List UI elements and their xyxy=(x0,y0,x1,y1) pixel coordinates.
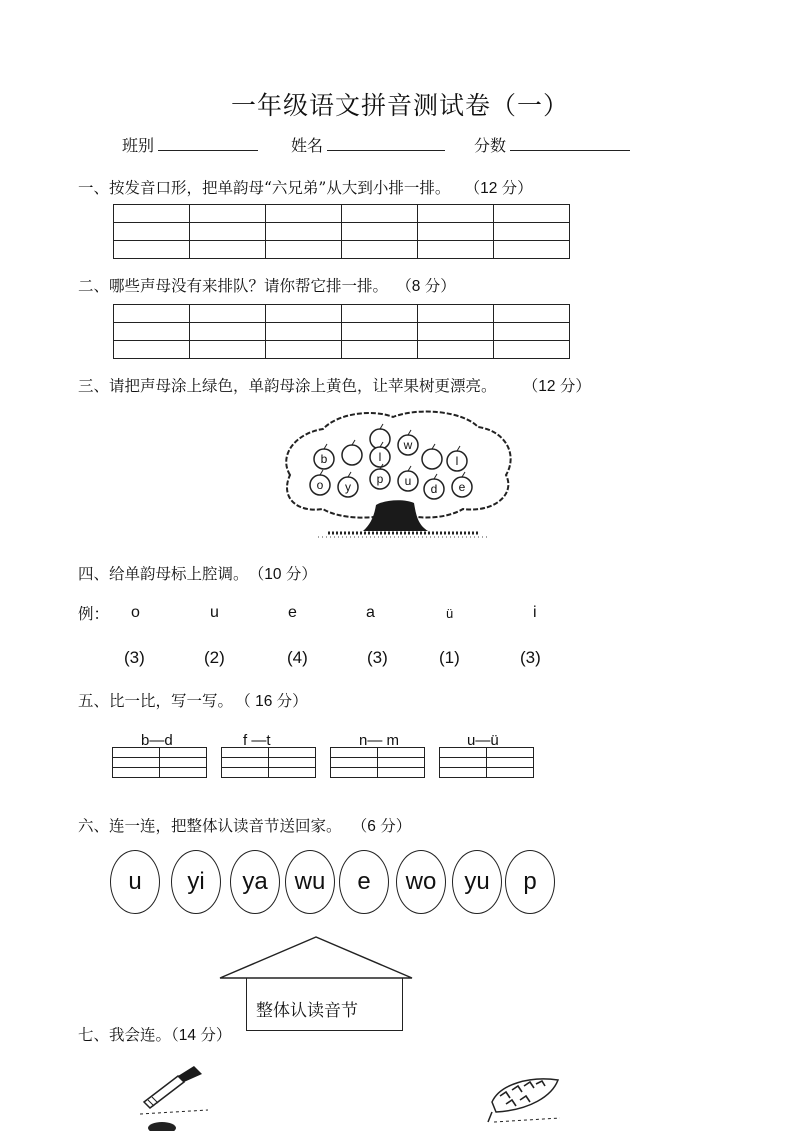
pair-f-t: f —t xyxy=(243,732,271,749)
syllable-oval-wu[interactable]: wu xyxy=(285,850,335,914)
question-5 xyxy=(78,689,308,711)
syllable-oval-yu[interactable]: yu xyxy=(452,850,502,914)
apple-tree-illustration xyxy=(278,405,518,540)
question-6 xyxy=(78,814,411,836)
apple-2[interactable] xyxy=(342,440,362,465)
syllable-oval-e[interactable]: e xyxy=(339,850,389,914)
pair-b-d: b—d xyxy=(141,732,173,749)
svg-text:p: p xyxy=(376,472,384,486)
svg-text:d: d xyxy=(430,482,438,496)
apple-l-right[interactable] xyxy=(447,446,467,471)
house-label: 整体认读音节 xyxy=(256,1001,358,1021)
apple-b[interactable] xyxy=(314,444,334,469)
tone-i: (3) xyxy=(520,648,541,667)
question-7 xyxy=(78,1023,231,1045)
tone-u-umlaut: (1) xyxy=(439,648,460,667)
class-blank[interactable] xyxy=(158,134,258,151)
name-label: 姓名 xyxy=(291,136,324,155)
svg-text:e: e xyxy=(458,480,466,494)
question-5-score: （ 16 分） xyxy=(243,693,308,710)
tone-u: (2) xyxy=(204,648,225,667)
vowel-e: e xyxy=(288,604,297,621)
svg-text:l: l xyxy=(378,450,382,464)
tone-o: (3) xyxy=(124,648,145,667)
score-field xyxy=(474,133,630,156)
apple-6[interactable] xyxy=(422,444,442,469)
apple-u[interactable] xyxy=(398,466,418,491)
class-label: 班别 xyxy=(122,136,155,155)
tone-e: (4) xyxy=(287,648,308,667)
leaf-illustration xyxy=(486,1072,564,1131)
question-1-score: （12 分） xyxy=(472,180,533,197)
writing-grid-4[interactable] xyxy=(439,747,534,778)
question-7-score: （14 分） xyxy=(171,1027,232,1044)
vowel-i: i xyxy=(533,604,537,621)
writing-grid-2[interactable] xyxy=(221,747,316,778)
vowel-u-umlaut: ü xyxy=(446,606,454,621)
question-2-grid[interactable] xyxy=(113,304,570,359)
score-blank[interactable] xyxy=(510,134,630,151)
example-label: 例： xyxy=(78,605,110,623)
writing-grid-1[interactable] xyxy=(112,747,207,778)
question-6-text: 六、连一连，把整体认读音节送回家。 xyxy=(78,817,342,835)
question-3-text: 三、请把声母涂上绿色，单韵母涂上黄色，让苹果树更漂亮。 xyxy=(78,377,497,395)
syllable-oval-wo[interactable]: wo xyxy=(396,850,446,914)
vowel-a: a xyxy=(366,604,375,621)
apple-o[interactable] xyxy=(310,470,330,495)
question-4-text: 四、给单韵母标上腔调。 xyxy=(78,565,249,583)
writing-grid-3[interactable] xyxy=(330,747,425,778)
syllable-oval-ya[interactable]: ya xyxy=(230,850,280,914)
question-1 xyxy=(78,176,533,198)
question-2-score: （8 分） xyxy=(404,278,456,295)
svg-text:b: b xyxy=(320,452,328,466)
question-4 xyxy=(78,562,317,584)
name-field xyxy=(291,133,445,156)
apple-w[interactable] xyxy=(398,430,418,455)
name-blank[interactable] xyxy=(327,134,445,151)
vowel-u: u xyxy=(210,604,219,621)
house-roof xyxy=(218,934,414,980)
svg-text:u: u xyxy=(404,474,412,488)
question-3 xyxy=(78,374,591,396)
svg-text:o: o xyxy=(316,478,324,492)
apple-d[interactable] xyxy=(424,474,444,499)
question-1-text: 一、按发音口形，把单韵母“六兄弟”从大到小排一排。 xyxy=(78,179,451,197)
svg-text:y: y xyxy=(345,480,351,494)
syllable-oval-u[interactable]: u xyxy=(110,850,160,914)
brush-illustration xyxy=(138,1062,210,1131)
question-3-score: （12 分） xyxy=(530,378,591,395)
apple-y[interactable] xyxy=(338,472,358,497)
question-5-text: 五、比一比，写一写。 xyxy=(78,692,234,710)
svg-text:w: w xyxy=(403,438,413,452)
page-title: 一年级语文拼音测试卷（一） xyxy=(230,91,569,120)
question-6-score: （6 分） xyxy=(359,818,412,835)
apple-3[interactable] xyxy=(370,424,390,449)
class-field xyxy=(122,133,258,156)
pair-u-u-umlaut: u—ü xyxy=(467,732,499,749)
question-2-text: 二、哪些声母没有来排队？请你帮它排一排。 xyxy=(78,277,389,295)
syllable-oval-yi[interactable]: yi xyxy=(171,850,221,914)
question-7-text: 七、我会连。 xyxy=(78,1026,172,1044)
vowel-o: o xyxy=(131,604,140,621)
syllable-oval-p[interactable]: p xyxy=(505,850,555,914)
pair-n-m: n— m xyxy=(359,732,400,749)
svg-text:l: l xyxy=(455,454,459,468)
tone-a: (3) xyxy=(367,648,388,667)
question-2 xyxy=(78,274,456,296)
question-1-grid[interactable] xyxy=(113,204,570,259)
score-label: 分数 xyxy=(474,136,507,155)
apple-e[interactable] xyxy=(452,472,472,497)
question-4-score: （10 分） xyxy=(256,566,317,583)
